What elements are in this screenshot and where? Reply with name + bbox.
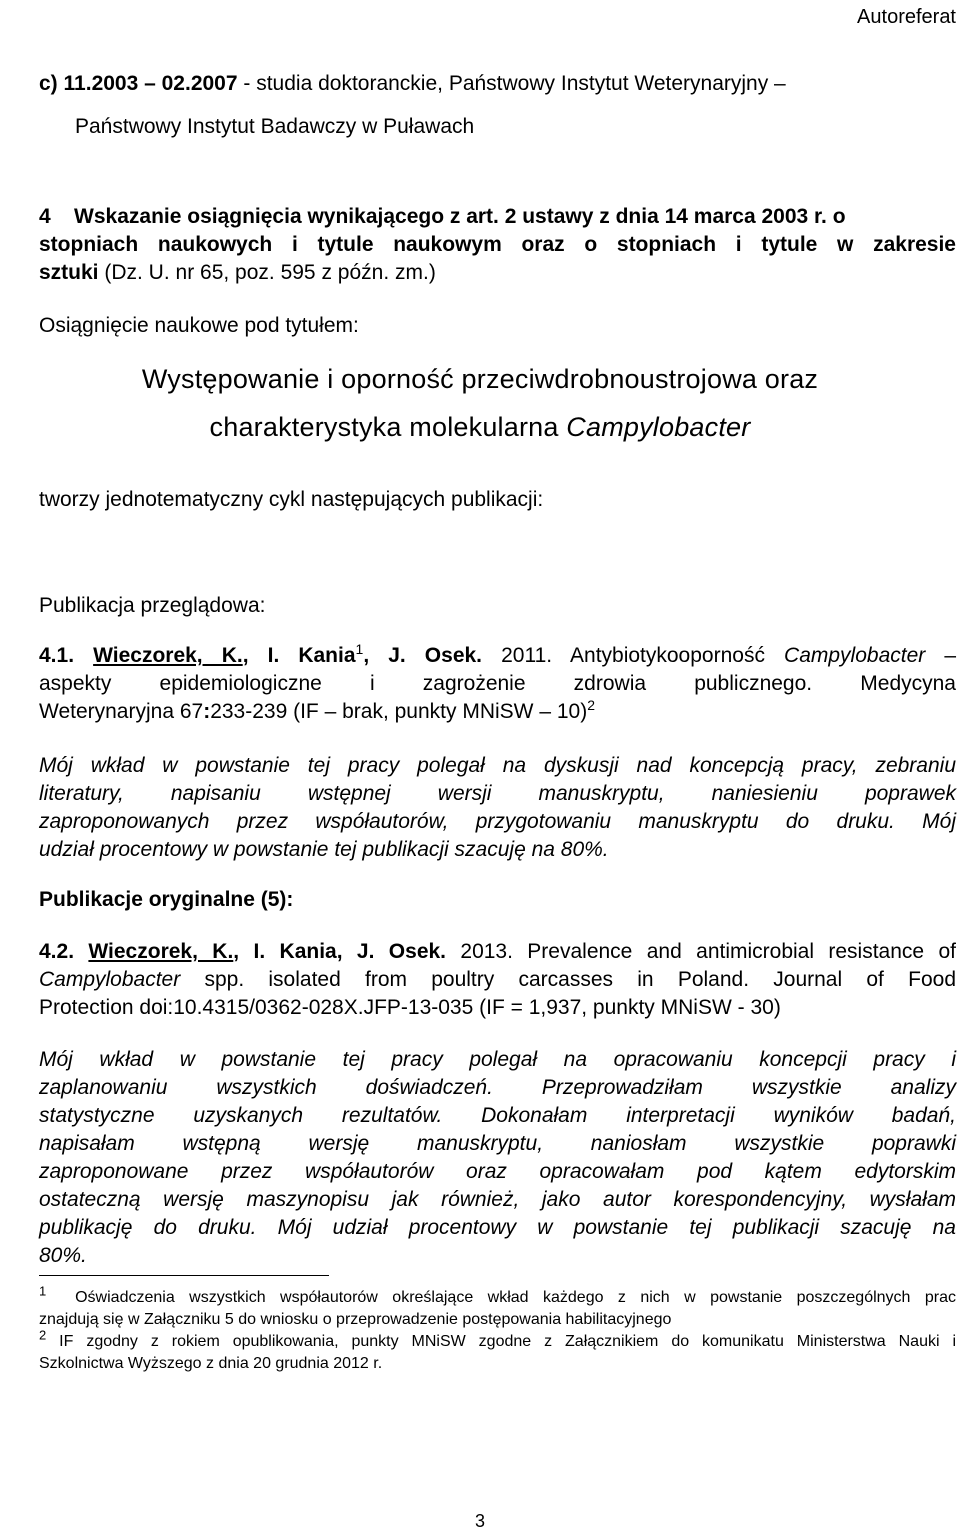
section4-line1 [39, 203, 846, 231]
original-title-start: 2013. Prevalence and antimicrobial resistance of [446, 940, 956, 963]
footnote-ref-1: 1 [355, 641, 364, 657]
review-contrib-line3: zaproponowanych przez współautorów, przygotowaniu manuskryptu do druku. Mój [39, 810, 956, 833]
original-number: 4.2. [39, 940, 75, 963]
footnote-2-mark: 2 [39, 1327, 47, 1343]
review-coauthor-a: , I. Kania [242, 644, 356, 667]
running-header: Autoreferat [857, 6, 956, 28]
section4-citation: (Dz. U. nr 65, poz. 595 z późn. zm.) [98, 261, 436, 284]
original-genus-italic: Campylobacter [39, 968, 181, 991]
review-citation-line3 [39, 698, 595, 726]
section4-line3 [39, 259, 436, 287]
original-heading: Publikacje oryginalne (5): [39, 888, 294, 911]
original-contrib-line8: 80%. [39, 1244, 87, 1267]
review-pages: 233-239 (IF – brak, punkty MNiSW – 10) [210, 700, 588, 723]
achievement-title-plain: charakterystyka molekularna [209, 412, 567, 442]
original-title-rest: spp. isolated from poultry carcasses in Poland. Journal of Food [180, 968, 956, 991]
achievement-title-line1: Występowanie i oporność przeciwdrobnoustrojowa oraz [141, 364, 819, 394]
review-heading: Publikacja przeglądowa: [39, 594, 266, 617]
achievement-title-line2 [0, 413, 960, 441]
review-citation-line2: aspekty epidemiologiczne i zagrożenie zdrowia publicznego. Medycyna [39, 672, 956, 695]
footnote-1-mark: 1 [39, 1283, 47, 1299]
footnote-1-text: Oświadczenia wszystkich współautorów określające wkład każdego z nich w powstanie poszczególnych prac [75, 1289, 957, 1306]
original-contrib-line3: statystyczne uzyskanych rezultatów. Dokonałam interpretacji wyników badań, [39, 1104, 956, 1127]
footnote-1-line1 [39, 1283, 957, 1309]
section4-heading-start: Wskazanie osiągnięcia wynikającego z art. 2 ustawy z dnia 14 marca 2003 r. o [74, 205, 846, 228]
review-year: 2011. [482, 644, 553, 667]
original-contrib-line4: napisałam wstępną wersję manuskryptu, naniosłam wszystkie poprawki [39, 1132, 956, 1155]
review-title-italic: Campylobacter [784, 644, 926, 667]
original-contrib-line1: Mój wkład w powstanie tej pracy polegał na opracowaniu koncepcji pracy i [39, 1048, 956, 1071]
item-c-dates: 11.2003 – 02.2007 [63, 72, 238, 95]
footnote-1-line2: znajdują się w Załączniku 5 do wniosku o przeprowadzenie postępowania habilitacyjnego [39, 1311, 672, 1328]
review-title-a: Antybiotykooporność [552, 644, 785, 667]
cycle-text: tworzy jednotematyczny cykl następujących publikacji: [39, 488, 544, 511]
review-colon: : [203, 700, 211, 723]
review-number: 4.1. [39, 644, 75, 667]
original-contrib-line6: ostateczną wersję maszynopisu jak również, jako autor korespondencyjny, wysłałam [39, 1188, 956, 1211]
footnote-separator [39, 1275, 329, 1276]
original-citation-line3: Protection doi:10.4315/0362-028X.JFP-13-035 (IF = 1,937, punkty MNiSW - 30) [39, 996, 781, 1019]
review-contrib-line2: literatury, napisaniu wstępnej wersji manuskryptu, naniesieniu poprawek [39, 782, 956, 805]
original-contrib-line2: zaplanowaniu wszystkich doświadczeń. Przeprowadziłam wszystkie analizy [39, 1076, 956, 1099]
review-coauthor-b: , J. Osek. [363, 644, 483, 667]
section4-line2: stopniach naukowych i tytule naukowym oraz o stopniach i tytule w zakresie [39, 233, 956, 256]
footnote-ref-2: 2 [587, 697, 595, 713]
item-c-label: c) [39, 72, 58, 95]
item-c-line1 [39, 70, 786, 98]
section4-bold-word: sztuki [39, 261, 99, 284]
item-c-text: - studia doktoranckie, Państwowy Instytut Weterynaryjny – [237, 72, 786, 95]
review-contrib-line4: udział procentowy w powstanie tej publikacji szacuję na 80%. [39, 838, 609, 861]
review-citation-line1 [39, 642, 956, 670]
original-citation-line1 [39, 938, 956, 966]
original-citation-line2 [39, 966, 956, 994]
section4-number: 4 [39, 205, 51, 228]
review-first-author: Wieczorek, K. [93, 644, 243, 667]
page-number: 3 [474, 1511, 485, 1531]
original-coauthors: , I. Kania, J. Osek. [233, 940, 447, 963]
achievement-title-italic: Campylobacter [566, 412, 751, 442]
achievement-label: Osiągnięcie naukowe pod tytułem: [39, 314, 359, 337]
footnote-2-line1 [39, 1327, 957, 1353]
original-first-author: Wieczorek, K. [88, 940, 234, 963]
review-contrib-line1: Mój wkład w powstanie tej pracy polegał na dyskusji nad koncepcją pracy, zebraniu [39, 754, 956, 777]
original-contrib-line5: zaproponowane przez współautorów oraz opracowałam pod kątem edytorskim [39, 1160, 956, 1183]
review-journal: Weterynaryjna 67 [39, 700, 204, 723]
review-title-b: – [925, 644, 957, 667]
original-contrib-line7: publikację do druku. Mój udział procentowy w powstanie tej publikacji szacuję na [39, 1216, 956, 1239]
footnote-2-text: IF zgodny z rokiem opublikowania, punkty MNiSW zgodne z Załącznikiem do komunikatu Ministerstwa Nauki i [59, 1333, 957, 1350]
item-c-line2: Państwowy Instytut Badawczy w Puławach [75, 115, 475, 138]
footnote-2-line2: Szkolnictwa Wyższego z dnia 20 grudnia 2012 r. [39, 1355, 383, 1372]
